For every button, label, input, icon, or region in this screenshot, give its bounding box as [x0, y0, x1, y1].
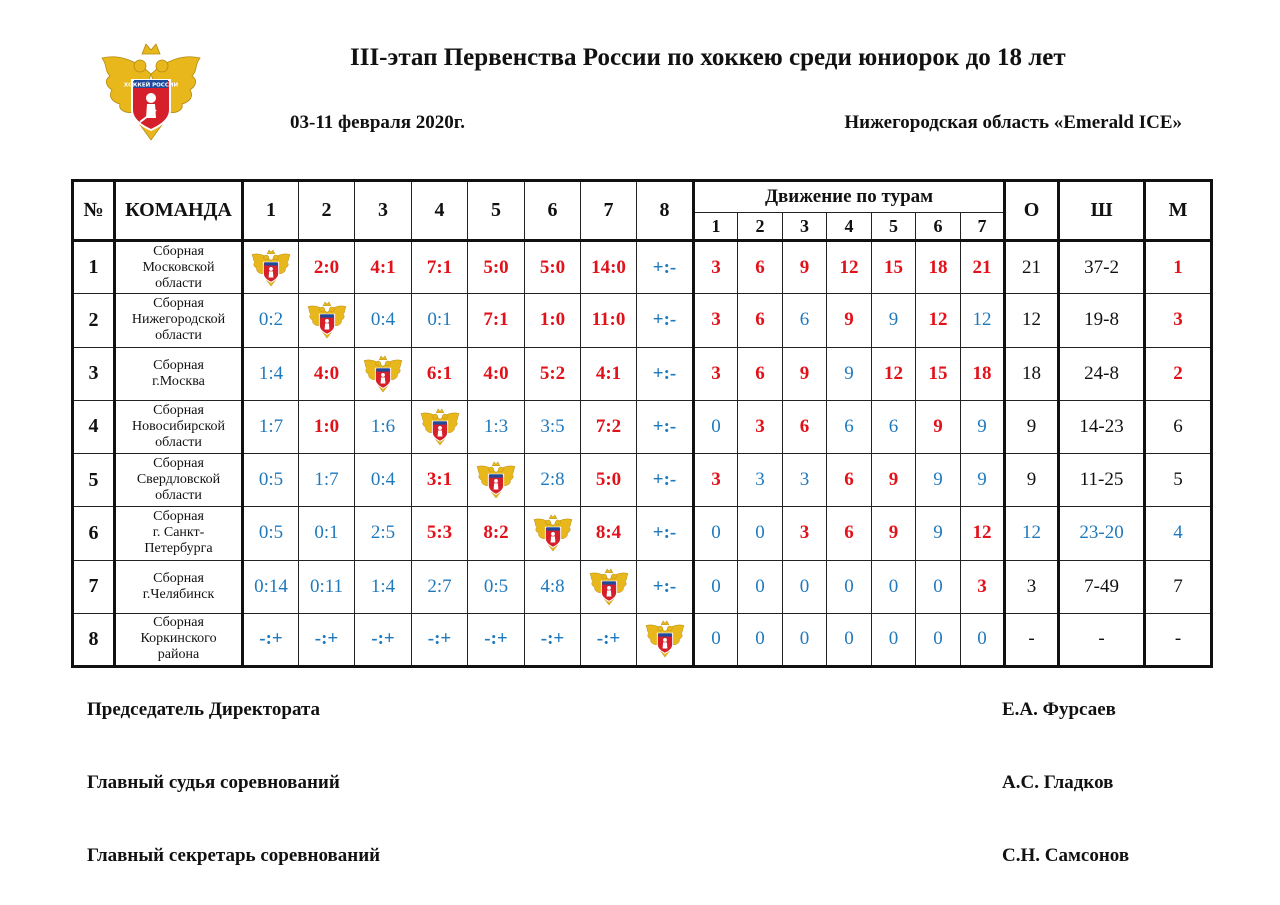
table-row	[73, 347, 1212, 400]
header-team: КОМАНДА	[115, 181, 243, 241]
team-name	[115, 294, 243, 347]
match-result: 5:2	[525, 347, 581, 400]
team-name-line: области	[155, 488, 202, 504]
round-points: 0	[694, 400, 738, 453]
round-points: 0	[694, 613, 738, 666]
match-result: 3:5	[525, 400, 581, 453]
emblem-icon	[362, 354, 404, 394]
header-num: №	[73, 181, 115, 241]
round-points: 3	[694, 454, 738, 507]
match-result: 4:1	[355, 241, 412, 294]
final-place: 5	[1145, 454, 1212, 507]
match-result: -:+	[412, 613, 468, 666]
goal-difference: 19-8	[1059, 294, 1145, 347]
round-points: 9	[827, 347, 872, 400]
table-row	[73, 294, 1212, 347]
match-result: -:+	[525, 613, 581, 666]
final-place: 7	[1145, 560, 1212, 613]
match-result: 1:4	[355, 560, 412, 613]
total-points: 12	[1005, 507, 1059, 560]
team-name-line: Свердловской	[136, 472, 221, 488]
self-match-cell	[299, 294, 355, 347]
match-result: 4:1	[581, 347, 637, 400]
team-name-line: Сборная	[153, 402, 204, 418]
match-result: 0:2	[243, 294, 299, 347]
team-name-line: Сборная	[153, 357, 204, 373]
round-points: 9	[872, 294, 916, 347]
final-place: 2	[1145, 347, 1212, 400]
team-name-line: Петербурга	[144, 541, 213, 557]
header-round-5: 5	[872, 213, 916, 241]
round-points: 3	[961, 560, 1005, 613]
match-result: 0:5	[243, 454, 299, 507]
row-number: 2	[73, 294, 115, 347]
total-points: 21	[1005, 241, 1059, 294]
round-points: 18	[916, 241, 961, 294]
round-points: 0	[694, 507, 738, 560]
match-result: 11:0	[581, 294, 637, 347]
round-points: 12	[872, 347, 916, 400]
self-match-cell	[412, 400, 468, 453]
team-name	[115, 241, 243, 294]
team-name-line: Сборная	[153, 615, 204, 631]
match-result: 7:1	[468, 294, 525, 347]
match-result: +:-	[637, 347, 694, 400]
table-row	[73, 241, 1212, 294]
total-points: 9	[1005, 454, 1059, 507]
self-match-cell	[525, 507, 581, 560]
round-points: 3	[783, 507, 827, 560]
match-result: 4:8	[525, 560, 581, 613]
round-points: 0	[961, 613, 1005, 666]
emblem-icon	[588, 567, 630, 607]
signature-role-chief-secretary: Главный секретарь соревнований	[87, 845, 381, 866]
round-points: 9	[872, 507, 916, 560]
emblem-icon	[419, 407, 461, 447]
emblem-icon	[306, 300, 348, 340]
round-points: 6	[783, 294, 827, 347]
goal-difference: 11-25	[1059, 454, 1145, 507]
header-place: М	[1145, 181, 1212, 241]
round-points: 12	[916, 294, 961, 347]
team-name-line: Коркинского	[140, 631, 217, 647]
match-result: +:-	[637, 507, 694, 560]
standings-table	[71, 179, 1213, 668]
team-name-line: области	[155, 434, 202, 450]
round-points: 6	[738, 347, 783, 400]
self-match-cell	[243, 241, 299, 294]
team-name	[115, 347, 243, 400]
goal-difference: -	[1059, 613, 1145, 666]
match-result: 0:5	[243, 507, 299, 560]
signature-name-chief-secretary: С.Н. Самсонов	[1002, 845, 1130, 866]
match-result: -:+	[355, 613, 412, 666]
header-opponent-6: 6	[525, 181, 581, 241]
header-opponent-5: 5	[468, 181, 525, 241]
round-points: 0	[872, 560, 916, 613]
round-points: 9	[916, 507, 961, 560]
match-result: 1:0	[525, 294, 581, 347]
team-name-line: г.Челябинск	[142, 586, 215, 602]
header-goals: Ш	[1059, 181, 1145, 241]
self-match-cell	[468, 454, 525, 507]
match-result: +:-	[637, 454, 694, 507]
final-place: 4	[1145, 507, 1212, 560]
match-result: 1:3	[468, 400, 525, 453]
match-result: 0:4	[355, 294, 412, 347]
round-points: 0	[916, 613, 961, 666]
header-opponent-2: 2	[299, 181, 355, 241]
round-points: 3	[694, 294, 738, 347]
match-result: 7:2	[581, 400, 637, 453]
hockey-russia-emblem-logo	[96, 40, 206, 146]
round-points: 6	[872, 400, 916, 453]
page-title: III-этап Первенства России по хоккею среди юниорок до 18 лет	[350, 44, 1066, 71]
header-movement: Движение по турам	[694, 181, 1005, 213]
header-round-4: 4	[827, 213, 872, 241]
row-number: 8	[73, 613, 115, 666]
row-number: 6	[73, 507, 115, 560]
signature-name-chief-referee: А.С. Гладков	[1002, 772, 1114, 793]
header-round-7: 7	[961, 213, 1005, 241]
table-row	[73, 507, 1212, 560]
team-name-line: области	[155, 275, 202, 291]
round-points: 21	[961, 241, 1005, 294]
emblem-icon	[532, 513, 574, 553]
signature-role-chairman: Председатель Директората	[87, 699, 321, 720]
match-result: 1:0	[299, 400, 355, 453]
final-place: 6	[1145, 400, 1212, 453]
round-points: 6	[827, 507, 872, 560]
goal-difference: 37-2	[1059, 241, 1145, 294]
team-name-line: области	[155, 328, 202, 344]
team-name	[115, 400, 243, 453]
goal-difference: 24-8	[1059, 347, 1145, 400]
event-venue: Нижегородская область «Emerald ICE»	[844, 112, 1182, 133]
match-result: 0:5	[468, 560, 525, 613]
match-result: 2:0	[299, 241, 355, 294]
goal-difference: 7-49	[1059, 560, 1145, 613]
header-opponent-7: 7	[581, 181, 637, 241]
header-points: О	[1005, 181, 1059, 241]
header-round-1: 1	[694, 213, 738, 241]
match-result: 1:7	[299, 454, 355, 507]
final-place: 3	[1145, 294, 1212, 347]
match-result: -:+	[468, 613, 525, 666]
round-points: 9	[783, 241, 827, 294]
round-points: 9	[916, 400, 961, 453]
final-place: -	[1145, 613, 1212, 666]
event-dates: 03-11 февраля 2020г.	[290, 112, 466, 133]
table-row	[73, 454, 1212, 507]
match-result: 8:4	[581, 507, 637, 560]
round-points: 3	[738, 454, 783, 507]
match-result: -:+	[299, 613, 355, 666]
total-points: 12	[1005, 294, 1059, 347]
team-name-line: Сборная	[153, 243, 204, 259]
match-result: 1:7	[243, 400, 299, 453]
row-number: 3	[73, 347, 115, 400]
round-points: 0	[783, 560, 827, 613]
row-number: 7	[73, 560, 115, 613]
match-result: 4:0	[468, 347, 525, 400]
match-result: 4:0	[299, 347, 355, 400]
emblem-icon	[644, 619, 686, 659]
round-points: 0	[827, 560, 872, 613]
match-result: 5:0	[468, 241, 525, 294]
match-result: 6:1	[412, 347, 468, 400]
header-opponent-3: 3	[355, 181, 412, 241]
self-match-cell	[637, 613, 694, 666]
round-points: 9	[872, 454, 916, 507]
round-points: 0	[783, 613, 827, 666]
svg-text:ХОККЕЙ РОССИИ: ХОККЕЙ РОССИИ	[123, 82, 179, 89]
self-match-cell	[355, 347, 412, 400]
match-result: 2:5	[355, 507, 412, 560]
round-points: 0	[738, 613, 783, 666]
header-round-6: 6	[916, 213, 961, 241]
round-points: 0	[694, 560, 738, 613]
round-points: 3	[694, 347, 738, 400]
round-points: 12	[827, 241, 872, 294]
emblem-icon	[250, 248, 292, 288]
team-name-line: Сборная	[153, 570, 204, 586]
match-result: 2:7	[412, 560, 468, 613]
match-result: 5:3	[412, 507, 468, 560]
round-points: 0	[827, 613, 872, 666]
round-points: 9	[783, 347, 827, 400]
table-row	[73, 613, 1212, 666]
round-points: 0	[738, 507, 783, 560]
signature-role-chief-referee: Главный судья соревнований	[87, 772, 340, 793]
match-result: 3:1	[412, 454, 468, 507]
round-points: 9	[961, 400, 1005, 453]
team-name-line: г. Санкт-	[152, 525, 205, 541]
final-place: 1	[1145, 241, 1212, 294]
team-name-line: Сборная	[153, 456, 204, 472]
match-result: 5:0	[581, 454, 637, 507]
match-result: +:-	[637, 560, 694, 613]
team-name-line: района	[157, 647, 200, 663]
round-points: 9	[916, 454, 961, 507]
match-result: 7:1	[412, 241, 468, 294]
team-name-line: Нижегородской	[131, 312, 226, 328]
team-name-line: г.Москва	[152, 373, 205, 389]
header-opponent-1: 1	[243, 181, 299, 241]
match-result: +:-	[637, 241, 694, 294]
round-points: 3	[738, 400, 783, 453]
team-name	[115, 454, 243, 507]
round-points: 0	[916, 560, 961, 613]
total-points: 9	[1005, 400, 1059, 453]
match-result: 1:6	[355, 400, 412, 453]
match-result: 1:4	[243, 347, 299, 400]
round-points: 18	[961, 347, 1005, 400]
table-row	[73, 560, 1212, 613]
round-points: 12	[961, 507, 1005, 560]
goal-difference: 23-20	[1059, 507, 1145, 560]
round-points: 9	[961, 454, 1005, 507]
match-result: 5:0	[525, 241, 581, 294]
match-result: 8:2	[468, 507, 525, 560]
goal-difference: 14-23	[1059, 400, 1145, 453]
round-points: 6	[783, 400, 827, 453]
round-points: 0	[872, 613, 916, 666]
round-points: 15	[916, 347, 961, 400]
match-result: 0:14	[243, 560, 299, 613]
match-result: 0:11	[299, 560, 355, 613]
row-number: 1	[73, 241, 115, 294]
total-points: 3	[1005, 560, 1059, 613]
match-result: +:-	[637, 294, 694, 347]
team-name	[115, 560, 243, 613]
emblem-icon	[475, 460, 517, 500]
round-points: 6	[738, 294, 783, 347]
row-number: 5	[73, 454, 115, 507]
match-result: +:-	[637, 400, 694, 453]
team-name	[115, 507, 243, 560]
round-points: 6	[827, 454, 872, 507]
round-points: 12	[961, 294, 1005, 347]
match-result: 0:4	[355, 454, 412, 507]
team-name-line: Сборная	[153, 296, 204, 312]
team-name-line: Новосибирской	[131, 418, 226, 434]
row-number: 4	[73, 400, 115, 453]
signature-name-chairman: Е.А. Фурсаев	[1002, 699, 1116, 720]
header-opponent-8: 8	[637, 181, 694, 241]
round-points: 15	[872, 241, 916, 294]
round-points: 3	[694, 241, 738, 294]
round-points: 0	[738, 560, 783, 613]
match-result: 2:8	[525, 454, 581, 507]
round-points: 3	[783, 454, 827, 507]
header-round-3: 3	[783, 213, 827, 241]
match-result: 14:0	[581, 241, 637, 294]
team-name-line: Московской	[142, 259, 215, 275]
header-opponent-4: 4	[412, 181, 468, 241]
team-name-line: Сборная	[153, 509, 204, 525]
table-row	[73, 400, 1212, 453]
match-result: 0:1	[412, 294, 468, 347]
match-result: -:+	[243, 613, 299, 666]
round-points: 6	[738, 241, 783, 294]
match-result: -:+	[581, 613, 637, 666]
total-points: 18	[1005, 347, 1059, 400]
self-match-cell	[581, 560, 637, 613]
team-name	[115, 613, 243, 666]
round-points: 6	[827, 400, 872, 453]
match-result: 0:1	[299, 507, 355, 560]
header-round-2: 2	[738, 213, 783, 241]
total-points: -	[1005, 613, 1059, 666]
round-points: 9	[827, 294, 872, 347]
